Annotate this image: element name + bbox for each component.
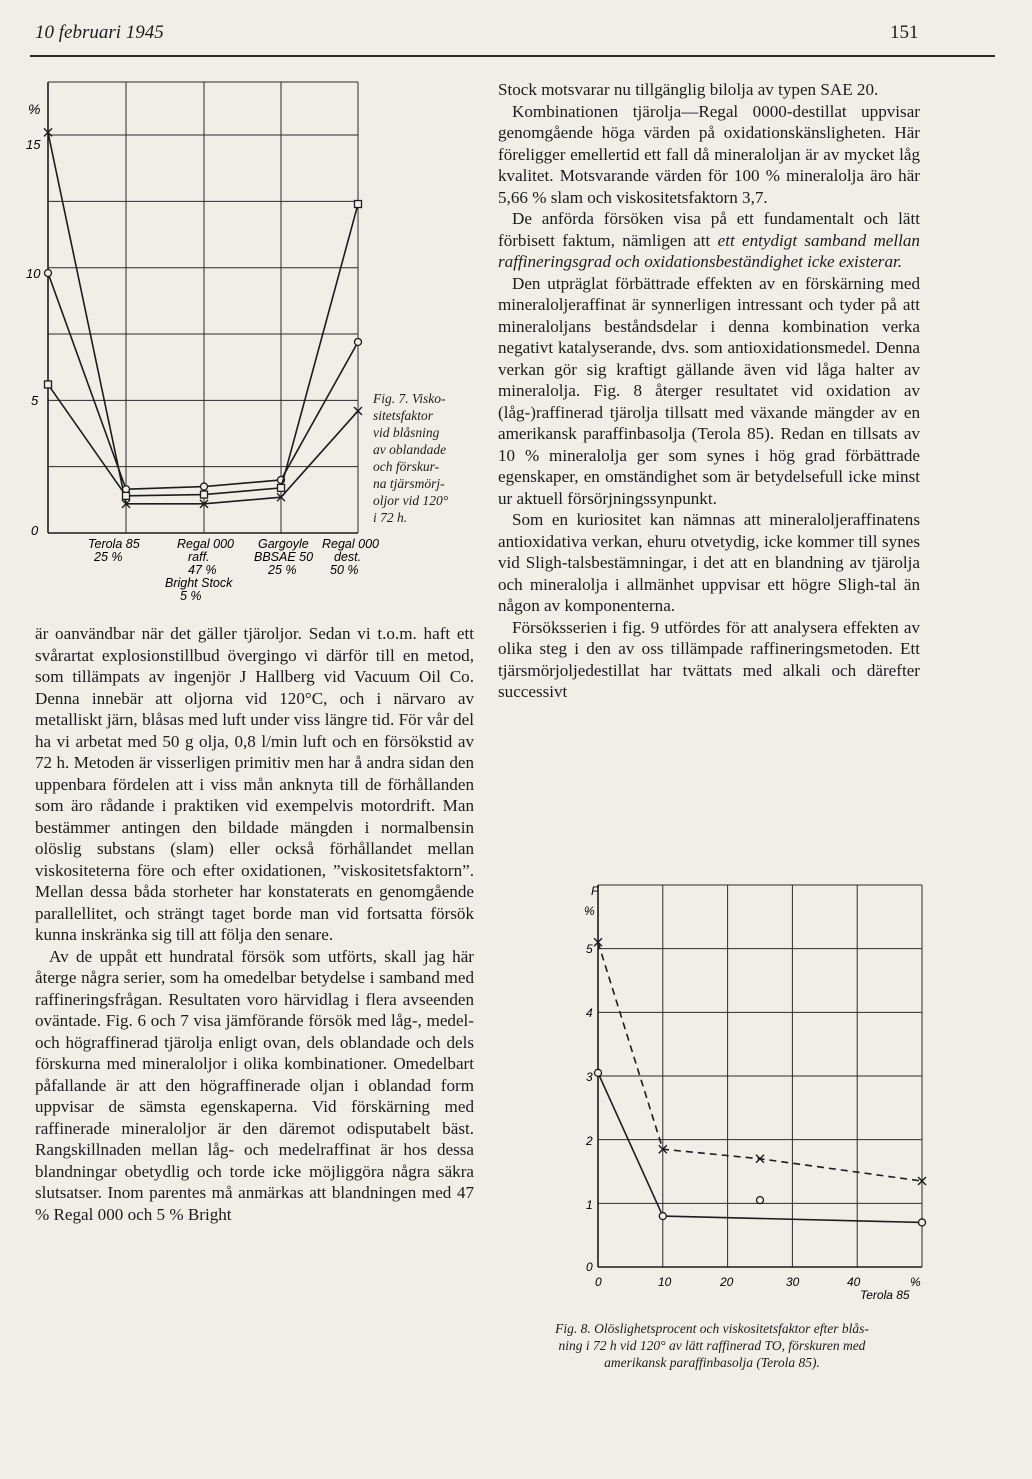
fig8-x-tick: 0 <box>595 1275 602 1289</box>
fig7-data-point <box>123 492 130 499</box>
fig7-data-point <box>45 270 52 277</box>
fig8-series <box>594 938 926 1226</box>
caption-line: vid blåsning <box>373 425 440 440</box>
page-number: 151 <box>890 22 919 43</box>
fig8-y-unit-bottom: % <box>584 904 595 918</box>
caption-line: i 72 h. <box>373 510 408 525</box>
fig7-x-label: raff. <box>188 550 210 564</box>
fig7-y-tick: 5 <box>31 393 39 408</box>
fig7-grid <box>48 82 358 533</box>
figure-7-caption <box>373 390 491 526</box>
header-rule <box>30 55 995 57</box>
caption-line: Fig. 7. Visko- <box>373 391 446 406</box>
fig8-y-tick: 3 <box>586 1070 593 1084</box>
caption-line: Fig. 8. Olöslighetsprocent och viskositetsfaktor efter blås- <box>555 1321 869 1336</box>
fig7-data-point <box>355 338 362 345</box>
emphasized-statement: ett entydigt samband mellan raffineringsgrad och oxidationsbeständighet icke existerar. <box>498 230 920 271</box>
fig7-series <box>44 128 362 507</box>
fig7-data-point <box>355 201 362 208</box>
fig8-x-tick: % <box>910 1275 921 1289</box>
fig7-x-label: 25 % <box>268 563 297 577</box>
fig7-x-label: 5 % <box>180 589 202 603</box>
figure-7-chart <box>0 60 400 620</box>
fig8-y-unit-top: F <box>591 884 599 898</box>
caption-line: oljor vid 120° <box>373 493 449 508</box>
paragraph: Av de uppåt ett hundratal försök som utförts, skall jag här återge några serier, som ha omedelbar betydelse i samband med raffineringsfrågan. Resultaten voro härvidlag i flera avseenden oväntade. Fig. 6 och 7 visa jämförande försök med låg-, medel- och högraffinerad tjärolja enligt ovan, dels oblandade och dels förskurna med mineraloljor i olika kombinationer. Omedelbart påfallande är att den högraffinerade oljan i oblandad form uppvisar de sämsta egenskaperna. Vid förskärning med raffinerade mineraloljor är den däremot odisputabelt bäst. Rangskillnaden mellan låg- och medelraffinat är hos dessa blandningar obetydlig och torde icke möjliggöra några säkra slutsatser. Inom parentes må anmärkas att blandningen med 47 % Regal 000 och 5 % Bright <box>35 946 474 1224</box>
caption-line: na tjärsmörj- <box>373 476 445 491</box>
fig8-grid <box>598 885 922 1267</box>
fig8-y-tick: 2 <box>586 1134 593 1148</box>
fig7-x-label: Terola 85 <box>88 537 140 551</box>
fig7-data-point <box>278 484 285 491</box>
fig8-y-tick: 1 <box>586 1198 593 1212</box>
caption-line: sitetsfaktor <box>373 408 433 423</box>
fig8-data-point <box>757 1197 764 1204</box>
left-text-column <box>35 623 474 1225</box>
fig7-x-label: Regal 000 <box>177 537 234 551</box>
fig7-data-point <box>45 381 52 388</box>
figure-8-caption <box>498 1320 926 1371</box>
fig8-x-label: Terola 85 <box>860 1288 910 1302</box>
fig7-data-point <box>201 491 208 498</box>
fig8-y-tick: 5 <box>586 942 593 956</box>
fig7-series-line <box>48 132 358 503</box>
fig8-series-line <box>598 942 922 1181</box>
fig7-x-label: Gargoyle <box>258 537 309 551</box>
caption-line: och förskur- <box>373 459 440 474</box>
caption-line: av oblandade <box>373 442 447 457</box>
fig8-x-tick: 30 <box>786 1275 800 1289</box>
fig8-y-tick: 0 <box>586 1260 593 1274</box>
fig7-x-label: Bright Stock <box>165 576 233 590</box>
running-header-date: 10 februari 1945 <box>35 22 164 43</box>
caption-line: ning i 72 h vid 120° av lätt raffinerad TO, förskuren med <box>558 1338 866 1353</box>
fig7-y-unit: % <box>28 101 41 117</box>
fig7-series-line <box>48 273 358 489</box>
fig8-data-point <box>919 1219 926 1226</box>
paragraph: Försöksserien i fig. 9 utfördes för att analysera effekten av olika steg i den av oss tillämpade raffineringsmetoden. Ett tjärsmörjoljedestillat har tvättats med alkali och därefter successivt <box>498 617 920 701</box>
fig8-x-tick: 10 <box>658 1275 672 1289</box>
paragraph: är oanvändbar när det gäller tjäroljor. Sedan vi t.o.m. haft ett svårartat explosionstillbud övergingo vi därför till en metod, som tillämpats av ingenjör J Hallberg vid Vacuum Oil Co. Denna innebär att oljorna vid 120°C, och i närvaro av metalliskt järn, blåsas med luft under viss längre tid. För vår del ha vi arbetat med 50 g olja, 0,8 l/min luft och en försökstid av 72 h. Metoden är visserligen primitiv men har å andra sidan den uppenbara fördelen att i viss mån anknyta till de förhållanden som äro rådande i praktiken vid exempelvis motordrift. Man bestämmer antingen den bildade mängden i normalbensin olöslig substans (slam) eller också förhållandet mellan viskositeterna före och efter oxidationen, ”viskositetsfaktorn”. Mellan dessa båda storheter har konstaterats en genomgående parallellitet, och strängt taget borde man vid fortsatta försök kunna inskränka sig till att följa den senare. <box>35 624 474 944</box>
paragraph <box>498 208 920 273</box>
fig7-y-tick: 10 <box>26 266 41 281</box>
fig8-x-tick: 40 <box>847 1275 861 1289</box>
paragraph: Stock motsvarar nu tillgänglig bilolja av typen SAE 20. <box>498 80 879 99</box>
fig7-x-label: Regal 000 <box>322 537 379 551</box>
paragraph: Kombinationen tjärolja—Regal 0000-destillat uppvisar genomgående höga värden på oxidationskänsligheten. Här föreligger emellertid ett fall då mineraloljan är av mycket låg kvalitet. Motsvarande värden för 100 % mineralolja äro här 5,66 % slam och viskositetsfaktorn 3,7. <box>498 101 920 207</box>
fig8-x-tick: 20 <box>720 1275 734 1289</box>
paragraph: Den utpräglat förbättrade effekten av en förskärning med mineraloljeraffinat är synnerligen intressant och tyder på att mineraloljans beståndsdelar i denna kombination verka negativt katalyserande, dvs. som antioxidationsmedel. Denna verkan gör sig kraftigt gällande även vid låga halter av mineralolja. Fig. 8 återger resultatet vid oxidation av (låg-)raffinerad tjärolja tillsatt med växande mängder av en amerikansk paraffinbasolja (Terola 85). Redan en tillsats av 10 % mineralolja ger som synes i hög grad förbättrade egenskaper, en omständighet som är betydelsefull icke minst ur aktuell försörjningssynpunkt. <box>498 273 920 508</box>
fig8-data-point <box>659 1213 666 1220</box>
right-text-column <box>498 79 920 703</box>
fig7-y-tick: 0 <box>31 523 39 538</box>
fig8-y-tick: 4 <box>586 1006 593 1020</box>
paragraph-text: De anförda försöken visa på ett fundamentalt och lätt förbisett faktum, nämligen att <box>498 209 920 250</box>
caption-line: amerikansk paraffinbasolja (Terola 85). <box>604 1355 820 1370</box>
fig7-x-label: BBSAE 50 <box>254 550 314 564</box>
fig7-x-label: 47 % <box>188 563 217 577</box>
fig7-data-point <box>201 483 208 490</box>
figure-8-chart <box>560 875 940 1305</box>
fig7-x-label: 50 % <box>330 563 359 577</box>
fig7-x-label: 25 % <box>94 550 123 564</box>
fig7-x-label: dest. <box>334 550 362 564</box>
fig7-y-tick: 15 <box>26 137 41 152</box>
fig8-data-point <box>595 1069 602 1076</box>
paragraph: Som en kuriositet kan nämnas att mineraloljeraffinatens antioxidativa verkan, ehuru otvetydig, icke kommer till synes vid Sligh-talsbestämningar, i det att en blandning av tjärolja och mineralolja i allmänhet uppvisar ett högre Sligh-tal än någon av komponenterna. <box>498 510 920 615</box>
